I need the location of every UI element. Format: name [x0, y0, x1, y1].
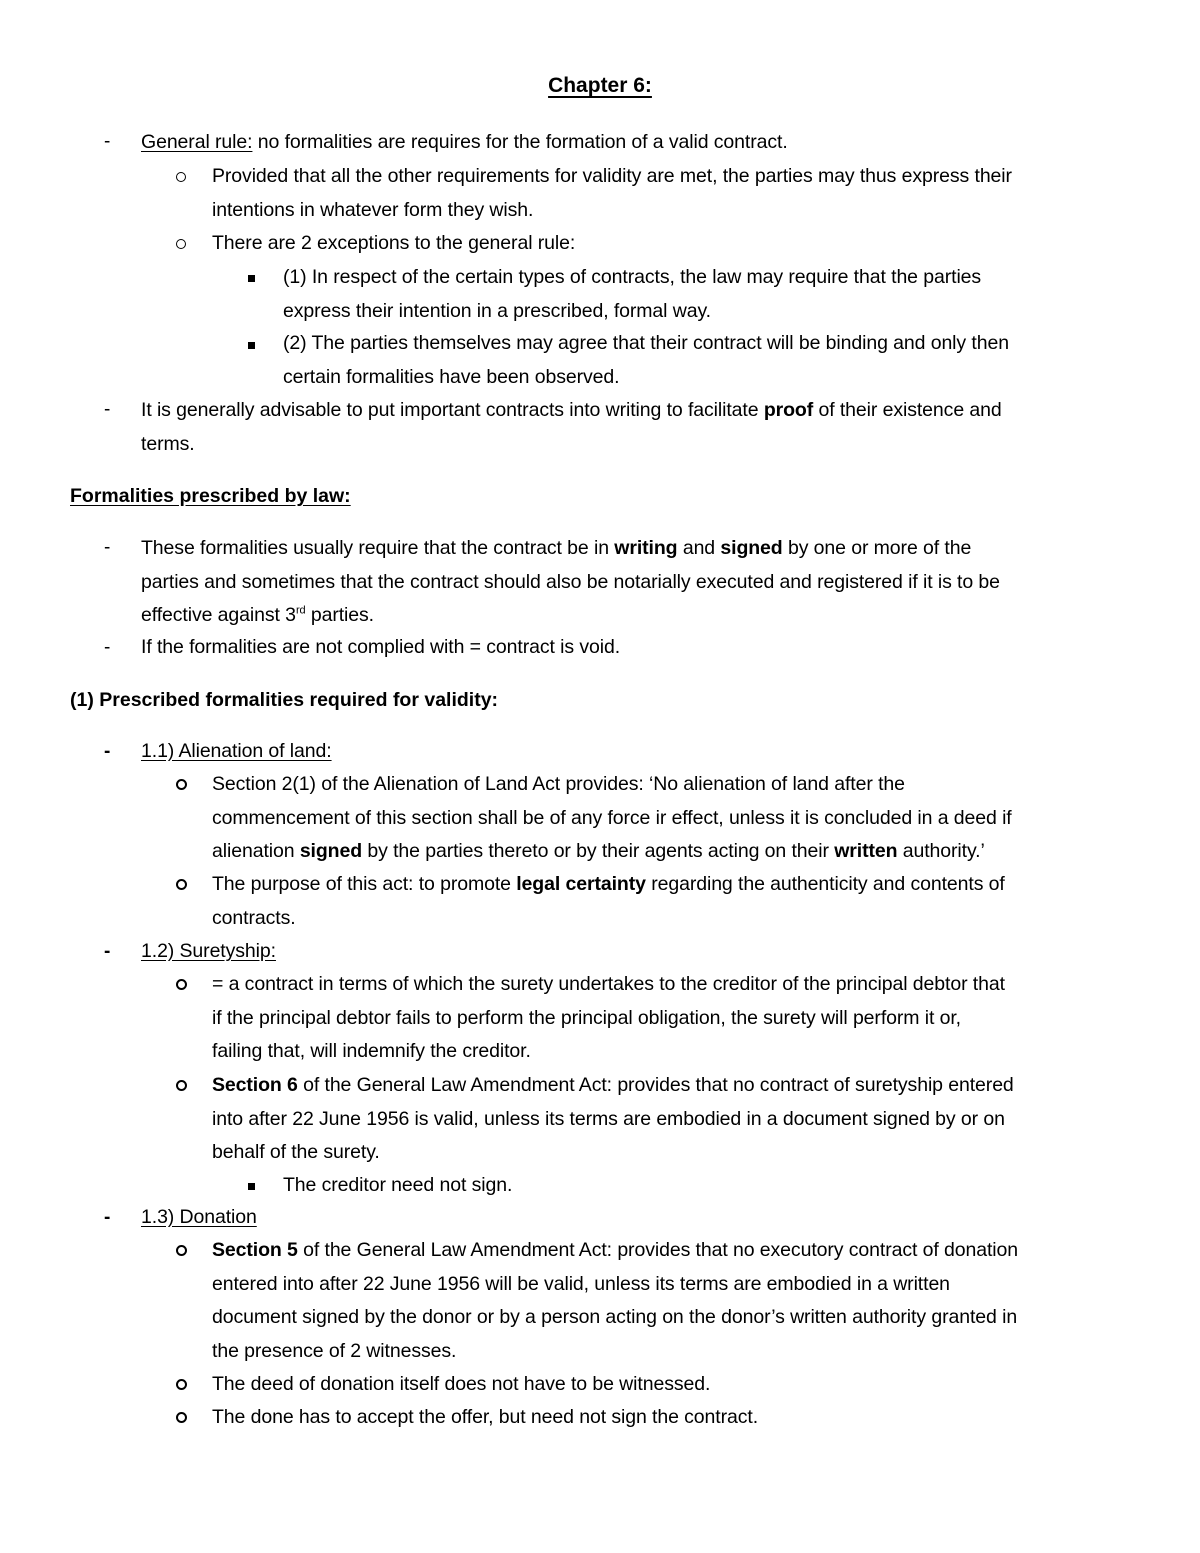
donation-bullet-3: The done has to accept the offer, but need not sign the contract.	[212, 1406, 759, 1428]
square-bullet	[248, 1168, 255, 1202]
circle-bullet	[176, 868, 187, 902]
validity-heading: (1) Prescribed formalities required for validity:	[70, 689, 499, 711]
dash-bullet: -	[104, 637, 111, 658]
advice-paragraph: It is generally advisable to put important contracts into writing to facilitate proof of their existence and terms.	[141, 399, 1002, 455]
circle-bullet	[176, 1368, 187, 1402]
surety-bullet-2: Section 6 of the General Law Amendment Act: provides that no contract of suretyship entered into after 22 June 1956 is valid, unless its terms are embodied in a document signed by or on behalf of the surety.	[212, 1074, 1014, 1163]
circle-bullet	[176, 968, 187, 1002]
general-rule-label: General rule:	[141, 131, 253, 153]
dash-bullet: -	[104, 1207, 111, 1228]
circle-bullet	[176, 1069, 187, 1103]
surety-bullet-1: = a contract in terms of which the surety undertakes to the creditor of the principal debtor that if the principal debtor fails to perform the principal obligation, the surety will perform it or, failing that, will indemnify the creditor.	[212, 973, 1005, 1062]
general-rule-sub2: There are 2 exceptions to the general rule:	[212, 232, 576, 254]
dash-bullet: -	[104, 537, 111, 558]
general-rule-sub1: Provided that all the other requirements for validity are met, the parties may thus express their intentions in whatever form they wish.	[212, 165, 1012, 221]
circle-bullet	[176, 768, 187, 802]
land-bullet-1: Section 2(1) of the Alienation of Land Act provides: ‘No alienation of land after the commencement of this section shall be of any force ir effect, unless it is concluded in a deed if alienation signed by the parties thereto or by their agents acting on their written authority.’	[212, 773, 1012, 862]
dash-bullet: -	[104, 399, 111, 420]
dash-bullet: -	[104, 131, 111, 152]
donation-label: 1.3) Donation	[141, 1206, 257, 1228]
dash-bullet: -	[104, 941, 111, 962]
exception-1: (1) In respect of the certain types of contracts, the law may require that the parties express their intention in a prescribed, formal way.	[283, 266, 982, 322]
circle-bullet	[176, 1401, 187, 1435]
exception-2: (2) The parties themselves may agree that their contract will be binding and only then certain formalities have been observed.	[283, 332, 1009, 388]
surety-label: 1.2) Suretyship:	[141, 940, 276, 962]
formalities-paragraph-2: If the formalities are not complied with = contract is void.	[141, 636, 621, 658]
formalities-heading: Formalities prescribed by law:	[70, 485, 351, 507]
circle-bullet	[176, 160, 186, 194]
square-bullet	[248, 260, 255, 294]
square-bullet	[248, 327, 255, 361]
dash-bullet: -	[104, 741, 111, 762]
land-label: 1.1) Alienation of land:	[141, 740, 332, 762]
land-bullet-2: The purpose of this act: to promote legal certainty regarding the authenticity and contents of contracts.	[212, 873, 1005, 929]
circle-bullet	[176, 227, 186, 261]
general-rule-text: no formalities are requires for the formation of a valid contract.	[252, 131, 788, 153]
page-title: Chapter 6:	[548, 74, 652, 97]
donation-bullet-2: The deed of donation itself does not have to be witnessed.	[212, 1373, 711, 1395]
formalities-paragraph-1: These formalities usually require that the contract be in writing and signed by one or more of the parties and sometimes that the contract should also be notarially executed and registered if it is to be effective against 3rd parties.	[141, 537, 1000, 626]
donation-bullet-1: Section 5 of the General Law Amendment Act: provides that no executory contract of donation entered into after 22 June 1956 will be valid, unless its terms are embodied in a written document signed by the donor or by a person acting on the donor’s written authority granted in the presence of 2 witnesses.	[212, 1239, 1019, 1362]
general-rule-line	[141, 126, 788, 160]
surety-sub-bullet: The creditor need not sign.	[283, 1174, 513, 1196]
circle-bullet	[176, 1234, 187, 1268]
